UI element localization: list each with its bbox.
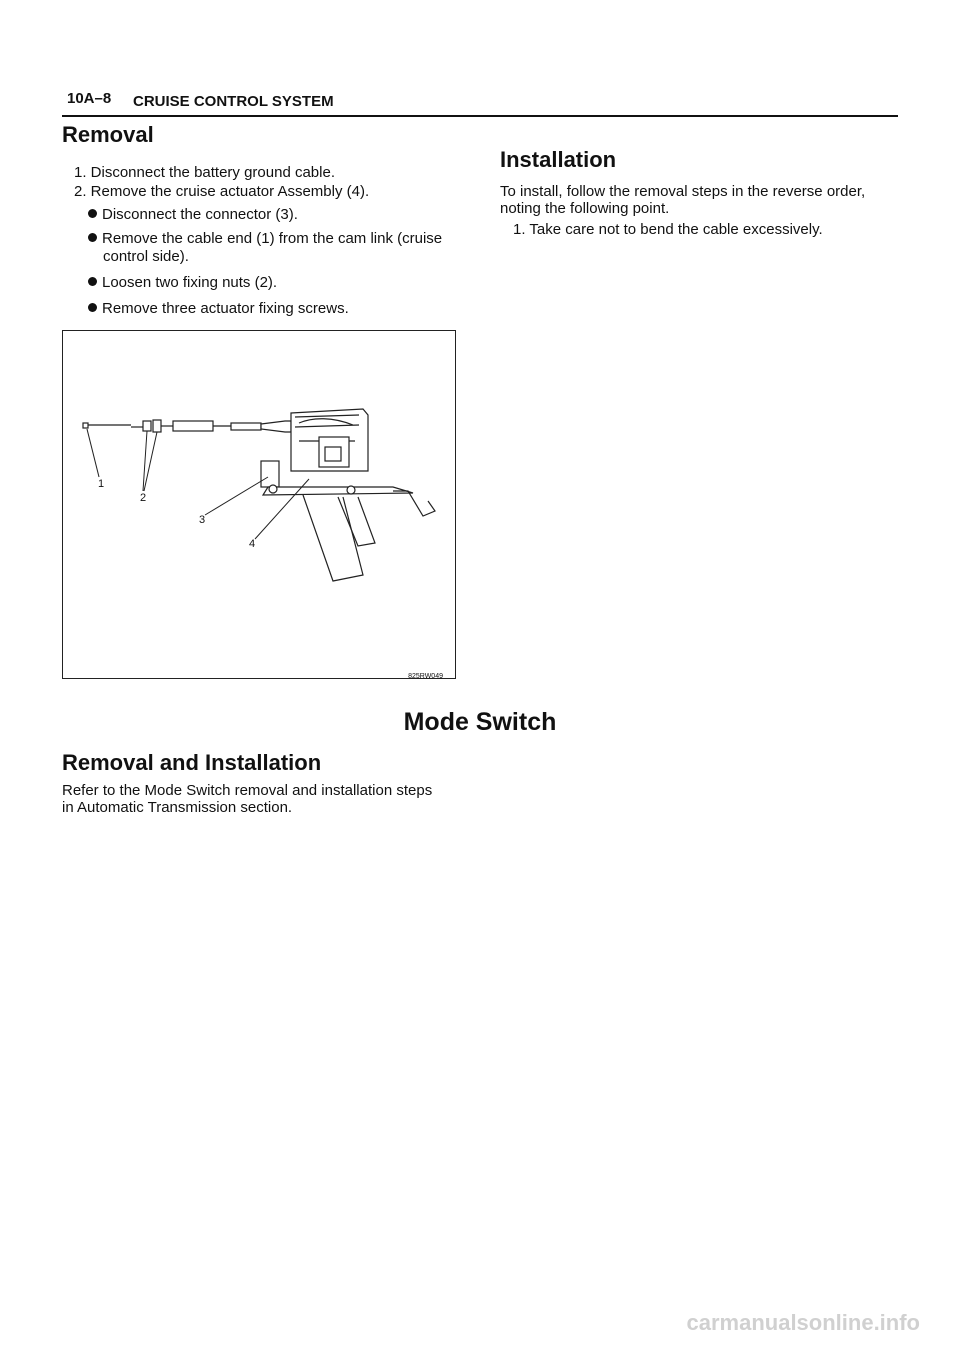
callout-4: 4 (249, 538, 256, 550)
mode-switch-line-1: Refer to the Mode Switch removal and installation steps (62, 782, 433, 799)
bullet-text: Remove the cable end (1) from the cam link (cruise (102, 230, 443, 247)
bullet-icon (88, 233, 97, 242)
actuator-figure (62, 330, 456, 679)
section-title: CRUISE CONTROL SYSTEM (133, 93, 334, 110)
installation-heading: Installation (500, 147, 617, 172)
figure-code: 825RW049 (408, 673, 443, 680)
mode-switch-line-2: in Automatic Transmission section. (62, 799, 293, 816)
callout-2: 2 (140, 492, 147, 504)
removal-step-2: 2. Remove the cruise actuator Assembly (4). (74, 183, 370, 200)
actuator-illustration (63, 331, 455, 678)
removal-step-1: 1. Disconnect the battery ground cable. (74, 164, 335, 181)
removal-bullet-2-cont: control side). (103, 248, 189, 265)
installation-step-1: 1. Take care not to bend the cable excessively. (513, 221, 823, 238)
bullet-text: Remove three actuator fixing screws. (102, 300, 349, 317)
removal-bullet-4 (88, 300, 349, 318)
mode-switch-heading: Mode Switch (403, 708, 557, 736)
removal-heading: Removal (62, 122, 154, 147)
bullet-text: Disconnect the connector (3). (102, 206, 298, 223)
footer-watermark: carmanualsonline.info (686, 1310, 920, 1335)
bullet-icon (88, 209, 97, 218)
bullet-icon (88, 277, 97, 286)
bullet-icon (88, 303, 97, 312)
removal-bullet-1 (88, 206, 298, 224)
bullet-text: Loosen two fixing nuts (2). (102, 274, 278, 291)
page-number: 10A–8 (67, 90, 112, 107)
installation-line-1: To install, follow the removal steps in the reverse order, (500, 183, 866, 200)
callout-1: 1 (98, 478, 105, 490)
removal-bullet-3 (88, 274, 277, 292)
callout-3: 3 (199, 514, 206, 526)
removal-installation-heading: Removal and Installation (62, 750, 322, 775)
installation-line-2: noting the following point. (500, 200, 670, 217)
removal-bullet-2 (88, 230, 442, 248)
header-divider (62, 115, 898, 117)
